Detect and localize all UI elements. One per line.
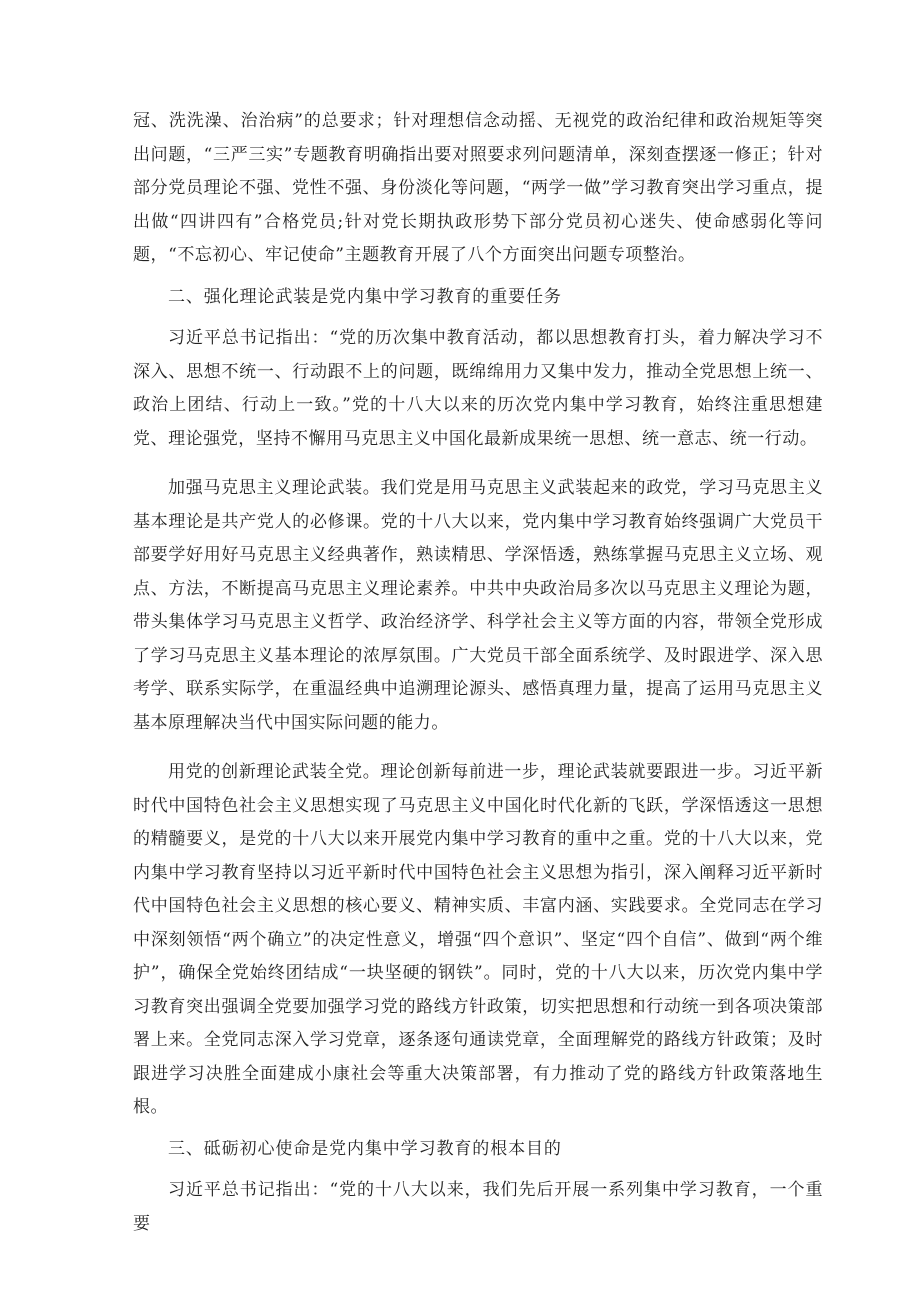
paragraph: 习近平总书记指出：“党的历次集中教育活动，都以思想教育打头，着力解决学习不深入、思想不统一、行动跟不上的问题，既绵绵用力又集中发力，推动全党思想上统一、政治上团结、行动上一致。”党的十八大以来的历次党内集中学习教育，始终注重思想建党、理论强党，坚持不懈用马克思主义中国化最新成果统一思想、统一意志、统一行动。 [133, 328, 823, 449]
paragraph: 加强马克思主义理论武装。我们党是用马克思主义武装起来的政党，学习马克思主义基本理论是共产党人的必修课。党的十八大以来，党内集中学习教育始终强调广大党员干部要学好用好马克思主义经典著作，熟读精思、学深悟透，熟练掌握马克思主义立场、观点、方法，不断提高马克思主义理论素养。中共中央政治局多次以马克思主义理论为题，带头集体学习马克思主义哲学、政治经济学、科学社会主义等方面的内容，带领全党形成了学习马克思主义基本理论的浓厚氛围。广大党员干部全面系统学、及时跟进学、深入思考学、联系实际学，在重温经典中追溯理论源头、感悟真理力量，提高了运用马克思主义基本原理解决当代中国实际问题的能力。 [133, 478, 823, 733]
paragraph-continued: 冠、洗洗澡、治治病”的总要求；针对理想信念动摇、无视党的政治纪律和政治规矩等突出问题，“三严三实”专题教育明确指出要对照要求列问题清单，深刻查摆逐一修正；针对部分党员理论不强、党性不强、身份淡化等问题，“两学一做”学习教育突出学习重点，提出做“四讲四有”合格党员;针对党长期执政形势下部分党员初心迷失、使命感弱化等问题，“不忘初心、牢记使命”主题教育开展了八个方面突出问题专项整治。 [133, 111, 823, 265]
section-heading-3: 三、砥砺初心使命是党内集中学习教育的根本目的 [168, 1138, 562, 1159]
document-body [133, 105, 823, 1241]
section-heading-2: 二、强化理论武装是党内集中学习教育的重要任务 [168, 286, 562, 307]
paragraph: 用党的创新理论武装全党。理论创新每前进一步，理论武装就要跟进一步。习近平新时代中国特色社会主义思想实现了马克思主义中国化时代化新的飞跃，学深悟透这一思想的精髓要义，是党的十八大以来开展党内集中学习教育的重中之重。党的十八大以来，党内集中学习教育坚持以习近平新时代中国特色社会主义思想为指引，深入阐释习近平新时代中国特色社会主义思想的核心要义、精神实质、丰富内涵、实践要求。全党同志在学习中深刻领悟“两个确立”的决定性意义，增强“四个意识”、坚定“四个自信”、做到“两个维护”，确保全党始终团结成“一块坚硬的钢铁”。同时，党的十八大以来，历次党内集中学习教育突出强调全党要加强学习党的路线方针政策，切实把思想和行动统一到各项决策部署上来。全党同志深入学习党章，逐条逐句通读党章，全面理解党的路线方针政策；及时跟进学习决胜全面建成小康社会等重大决策部署，有力推动了党的路线方针政策落地生根。 [133, 762, 823, 1117]
paragraph: 习近平总书记指出：“党的十八大以来，我们先后开展一系列集中学习教育，一个重要 [133, 1180, 823, 1234]
